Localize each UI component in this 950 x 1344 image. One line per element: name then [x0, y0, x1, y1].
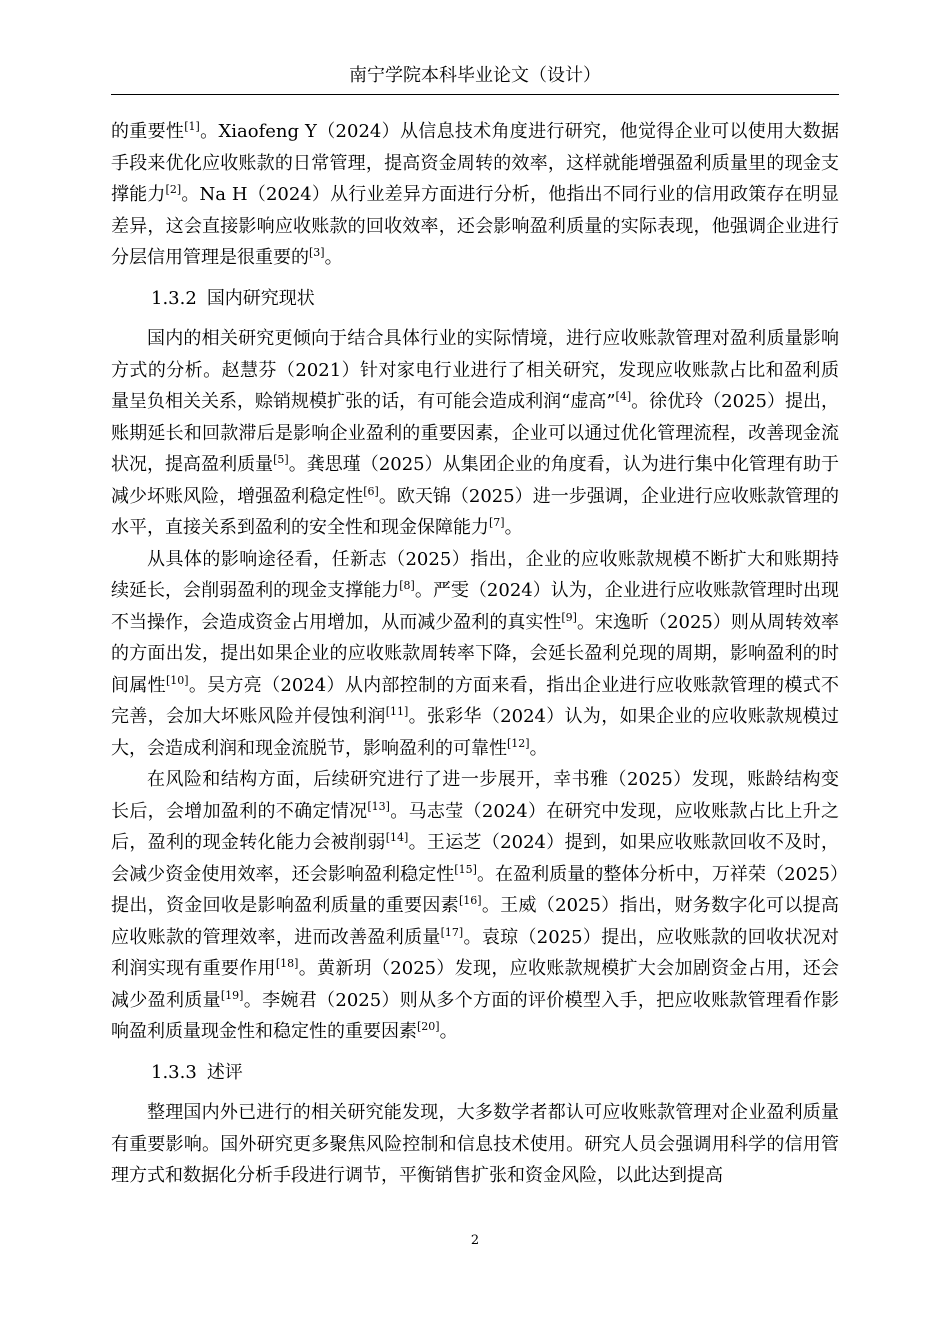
section-title: 国内研究现状: [206, 287, 315, 309]
citation-marker: [13]: [367, 799, 390, 813]
section-number: 1.3.2: [151, 287, 197, 309]
section-heading-review: [111, 1057, 839, 1089]
text-run: 。Na H（2024）从行业差异方面进行分析，他指出不同行业的信用政策存在明显差异，这会直接影响应收账款的回收效率，还会影响盈利质量的实际表现，他强调企业进行分层信用管理是很重要的: [111, 184, 839, 268]
text-run: 。吴方亮（2024）从内部控制的方面来看，指出企业进行应收账款管理的模式不完善，会加大坏账风险并侵蚀利润: [111, 674, 840, 727]
text-run: 的重要性: [111, 121, 185, 142]
citation-marker: [12]: [507, 736, 530, 750]
text-run: 。徐优玲（2025）提出，账期延长和回款滞后是影响企业盈利的重要因素，企业可以通过优化管理流程，改善现金流状况，提高盈利质量: [111, 391, 839, 475]
citation-marker: [2]: [165, 183, 182, 196]
citation-marker: [20]: [417, 1020, 440, 1033]
text-run: 。黄新玥（2025）发现，应收账款规模扩大会加剧资金占用，还会减少盈利质量: [111, 958, 840, 1011]
citation-marker: [7]: [489, 516, 505, 529]
text-run: 国内的相关研究更倾向于结合具体行业的实际情境，进行应收账款管理对盈利质量影响方式的分析。赵慧芬（2021）针对家电行业进行了相关研究，发现应收账款占比和盈利质量呈负相关关系，赊销规模扩张的话，有可能会造成利润“虚高”: [111, 328, 839, 412]
body-text: [111, 116, 839, 1192]
text-run: 。: [324, 247, 343, 268]
paragraph: [111, 544, 839, 765]
citation-marker: [5]: [273, 453, 289, 466]
section-title: 述评: [206, 1061, 243, 1083]
citation-marker: [11]: [385, 705, 409, 718]
citation-marker: [1]: [184, 120, 200, 133]
text-run: 整理国内外已进行的相关研究能发现，大多数学者都认可应收账款管理对企业盈利质量有重要影响。国外研究更多聚焦风险控制和信息技术使用。研究人员会强调用科学的信用管理方式和数据化分析手段进行调节，平衡销售扩张和资金风险，以此达到提高: [111, 1102, 839, 1186]
text-run: 从具体的影响途径看，任新志（2025）指出，企业的应收账款规模不断扩大和账期持续延长，会削弱盈利的现金支撑能力: [111, 548, 839, 601]
citation-marker: [17]: [440, 925, 464, 939]
text-run: 。张彩华（2024）认为，如果企业的应收账款规模过大，会造成利润和现金流脱节，影响盈利的可靠性: [111, 706, 839, 759]
citation-marker: [9]: [561, 610, 577, 624]
text-run: 。Xiaofeng Y（2024）从信息技术角度进行研究，他觉得企业可以使用大数据手段来优化应收账款的日常管理，提高资金周转的效率，这样就能增强盈利质量里的现金支撑能力: [111, 121, 840, 205]
citation-marker: [3]: [309, 246, 325, 259]
text-run: 。王运芝（2024）提到，如果应收账款回收不及时，会减少资金使用效率，还会影响盈利稳定性: [111, 832, 839, 885]
text-run: 。: [504, 517, 523, 538]
paragraph: [111, 764, 839, 1048]
paragraph: [111, 1097, 839, 1192]
text-run: 。袁琼（2025）提出，应收账款的回收状况对利润实现有重要作用: [111, 926, 839, 979]
citation-marker: [14]: [385, 831, 409, 844]
text-run: 。在盈利质量的整体分析中，万祥荣（2025）提出，资金回收是影响盈利质量的重要因素: [111, 863, 839, 916]
page-header: 南宁学院本科毕业论文（设计）: [349, 65, 601, 86]
citation-marker: [19]: [220, 988, 244, 1002]
text-run: 。: [439, 1021, 458, 1042]
citation-marker: [6]: [363, 484, 379, 498]
text-run: 。严雯（2024）认为，企业进行应收账款管理时出现不当操作，会造成资金占用增加，从而减少盈利的真实性: [111, 580, 839, 633]
text-run: 。: [529, 737, 548, 759]
citation-marker: [8]: [399, 579, 415, 592]
citation-marker: [4]: [615, 390, 632, 403]
text-run: 。王威（2025）指出，财务数字化可以提高应收账款的管理效率，进而改善盈利质量: [111, 895, 839, 948]
text-run: 。李婉君（2025）则从多个方面的评价模型入手，把应收账款管理看作影响盈利质量现金性和稳定性的重要因素: [111, 989, 840, 1042]
section-number: 1.3.3: [151, 1061, 197, 1083]
header-rule: [111, 94, 839, 95]
text-run: 在风险和结构方面，后续研究进行了进一步展开，幸书雅（2025）发现，账龄结构变长后，会增加盈利的不确定情况: [111, 769, 839, 822]
citation-marker: [18]: [275, 957, 299, 970]
citation-marker: [15]: [454, 862, 477, 876]
citation-marker: [16]: [458, 894, 482, 907]
paragraph: [111, 116, 839, 274]
text-run: 。宋逸昕（2025）则从周转效率的方面出发，提出如果企业的应收账款周转率下降，会延长盈利兑现的周期，影响盈利的时间属性: [111, 611, 839, 696]
citation-marker: [10]: [165, 673, 189, 687]
text-run: 。龚思瑾（2025）从集团企业的角度看，认为进行集中化管理有助于减少坏账风险，增强盈利稳定性: [111, 454, 839, 507]
text-run: 。马志莹（2024）在研究中发现，应收账款占比上升之后，盈利的现金转化能力会被削弱: [111, 800, 839, 853]
paragraph: [111, 323, 839, 544]
text-run: 。欧天锦（2025）进一步强调，企业进行应收账款管理的水平，直接关系到盈利的安全性和现金保障能力: [111, 485, 839, 538]
section-heading-domestic: [111, 283, 839, 315]
page-number: 2: [470, 1233, 480, 1248]
